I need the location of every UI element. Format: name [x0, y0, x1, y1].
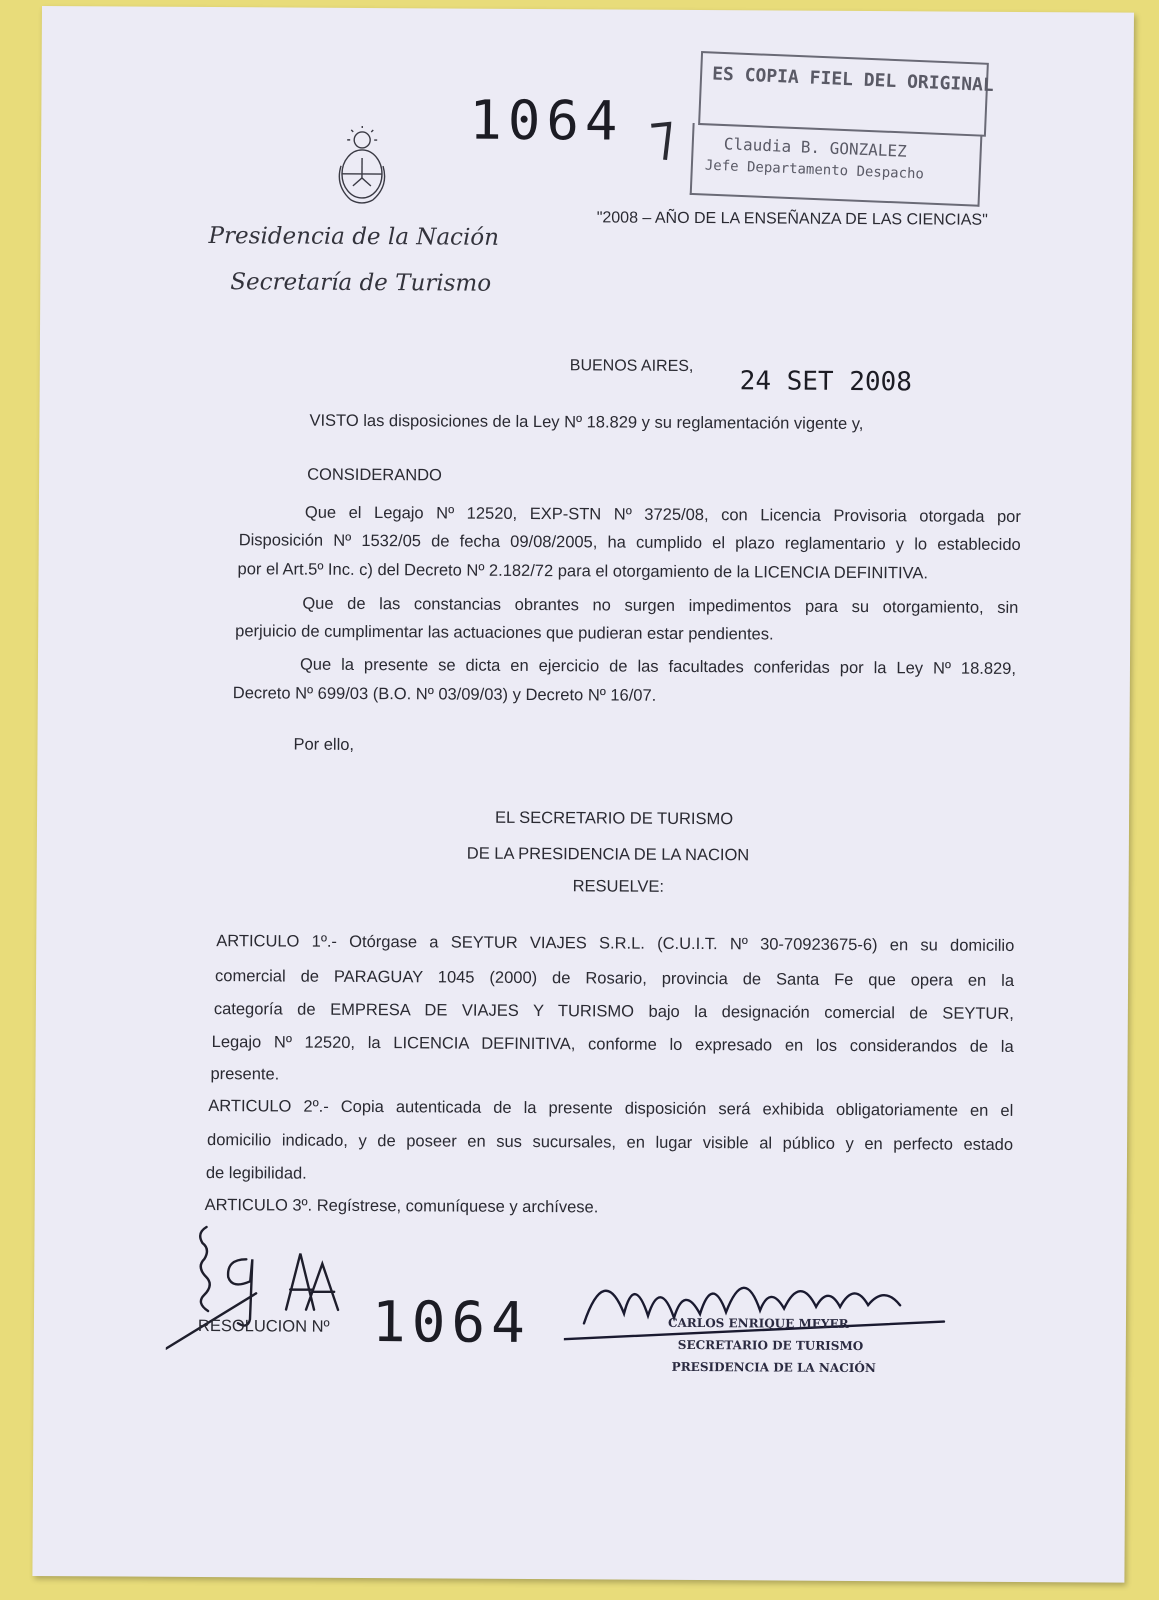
considerando-p2-line2: perjuicio de cumplimentar las actuaciones que pudieran estar pendientes. — [235, 622, 774, 644]
resolucion-label: RESOLUCION Nº — [197, 1316, 330, 1336]
por-ello: Por ello, — [293, 735, 355, 754]
year-motto: "2008 – AÑO DE LA ENSEÑANZA DE LAS CIENCIAS" — [596, 209, 988, 229]
stamp-signer-box — [690, 123, 983, 207]
article3: ARTICULO 3º. Regístrese, comuníquese y archívese. — [204, 1196, 599, 1217]
article1-line4: Legajo Nº 12520, la LICENCIA DEFINITIVA, conforme lo expresado en los considerandos de la — [211, 1033, 1014, 1056]
stamped-date: 24 SET 2008 — [739, 366, 912, 398]
considerando-p3-line1: Que la presente se dicta en ejercicio de las facultades conferidas por la Ley Nº 18.829, — [299, 655, 1017, 678]
article1-line2: comercial de PARAGUAY 1045 (2000) de Rosario, provincia de Santa Fe que opera en la — [215, 967, 1015, 990]
considerando-p1-line1: Que el Legajo Nº 12520, EXP-STN Nº 3725/08, con Licencia Provisoria otorgada por — [304, 503, 1021, 526]
institution-secretaria: Secretaría de Turismo — [230, 269, 492, 297]
authority-line1: EL SECRETARIO DE TURISMO — [494, 808, 734, 829]
signer-office: PRESIDENCIA DE LA NACIÓN — [671, 1359, 876, 1376]
considerando-p3-line2: Decreto Nº 699/03 (B.O. Nº 03/09/03) y Decreto Nº 16/07. — [232, 684, 657, 705]
visto-paragraph: VISTO las disposiciones de la Ley Nº 18.829 y su reglamentación vigente y, — [309, 411, 864, 434]
authority-line2: DE LA PRESIDENCIA DE LA NACION — [466, 844, 750, 865]
article2-line3: de legibilidad. — [205, 1164, 307, 1183]
document-page — [32, 6, 1134, 1583]
article2-line2: domicilio indicado, y de poseer en sus sucursales, en lugar visible al público y en perfecto estado — [207, 1131, 1014, 1154]
resolucion-number: 1064 — [371, 1290, 532, 1357]
considerando-heading: CONSIDERANDO — [307, 465, 442, 485]
resuelve: RESUELVE: — [572, 877, 665, 896]
stamp-role: Jefe Departamento Despacho — [704, 157, 925, 183]
stamp-title: ES COPIA FIEL DEL ORIGINAL — [711, 63, 995, 97]
ink-mark — [649, 120, 671, 162]
considerando-p2-line1: Que de las constancias obrantes no surgen impedimentos para su otorgamiento, sin — [302, 594, 1019, 617]
article1-line5: presente. — [210, 1065, 280, 1084]
document-number-top: 1064 — [469, 88, 624, 153]
institution-presidencia: Presidencia de la Nación — [208, 223, 500, 251]
handwritten-initials — [166, 1219, 387, 1370]
signer-title: SECRETARIO DE TURISMO — [677, 1337, 864, 1354]
signer-name: CARLOS ENRIQUE MEYER — [667, 1315, 849, 1331]
stamp-name: Claudia B. GONZALEZ — [723, 134, 908, 161]
date-place: BUENOS AIRES, — [569, 357, 694, 375]
considerando-p1-line2: Disposición Nº 1532/05 de fecha 09/08/2005, ha cumplido el plazo reglamentario y lo establecido — [238, 531, 1021, 554]
certified-copy-stamp — [698, 51, 995, 137]
argentina-coat-of-arms-icon — [331, 126, 393, 208]
article2-line1: ARTICULO 2º.- Copia autenticada de la presente disposición será exhibida obligatoriamente en el — [208, 1097, 1014, 1120]
article1-line1: ARTICULO 1º.- Otórgase a SEYTUR VIAJES S.R.L. (C.U.I.T. Nº 30-70923675-6) en su domicilio — [216, 932, 1015, 955]
considerando-p1-line3: por el Art.5º Inc. c) del Decreto Nº 2.182/72 para el otorgamiento de la LICENCIA DEFINITIVA. — [237, 560, 929, 583]
article1-line3: categoría de EMPRESA DE VIAJES Y TURISMO bajo la designación comercial de SEYTUR, — [213, 1000, 1014, 1023]
